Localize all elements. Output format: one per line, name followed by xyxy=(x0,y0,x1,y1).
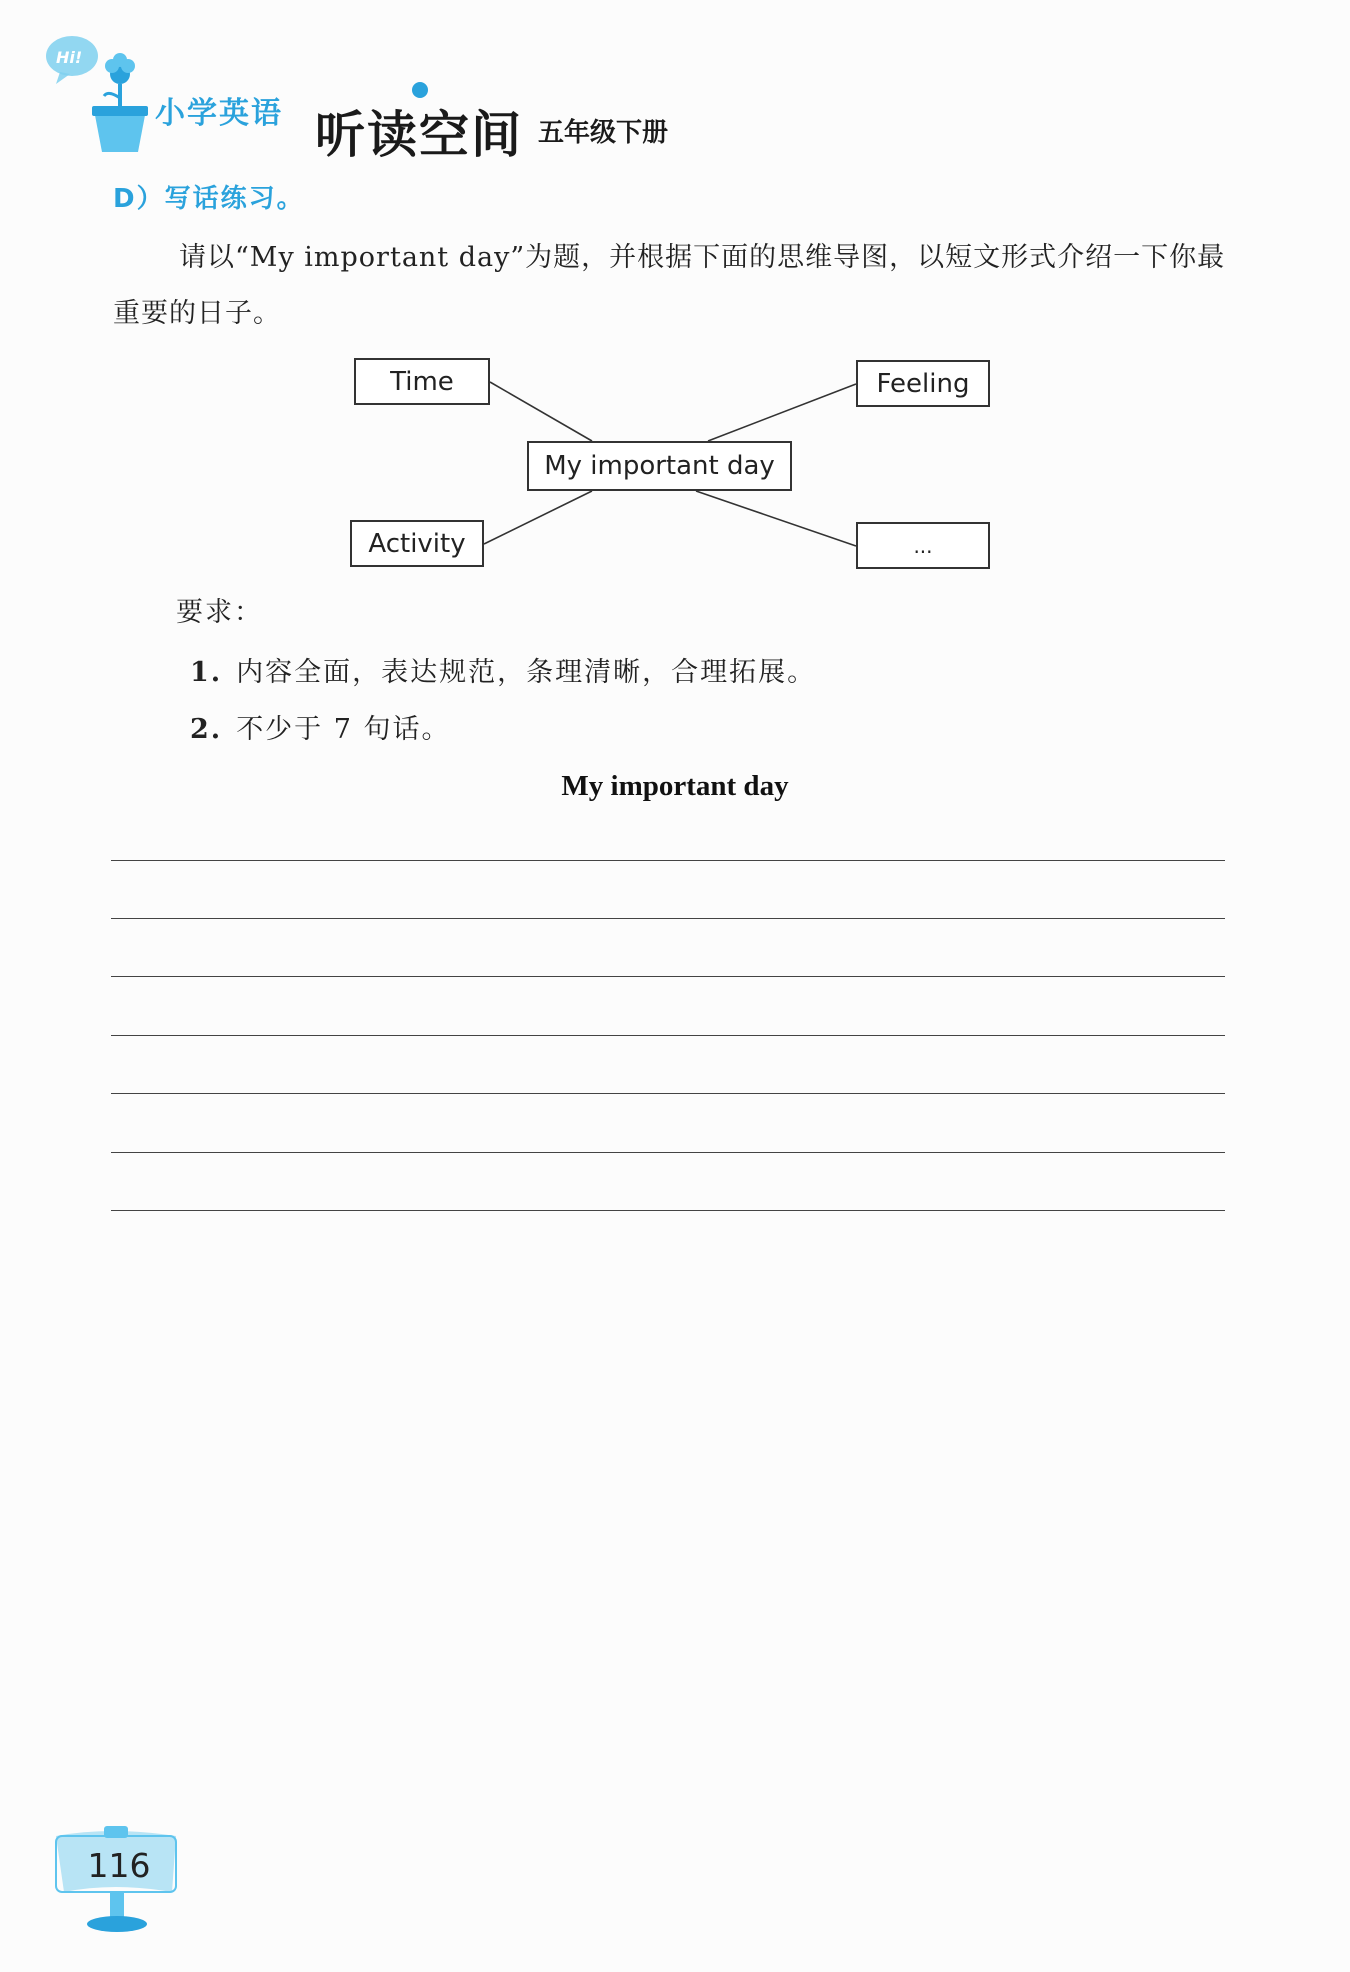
essay-title: My important day xyxy=(561,770,789,802)
writing-line[interactable] xyxy=(111,1093,1225,1094)
mindmap-node-activity: Activity xyxy=(350,520,484,567)
requirement-item xyxy=(190,650,816,689)
writing-line[interactable] xyxy=(111,976,1225,977)
page-number: 116 xyxy=(87,1846,151,1885)
requirement-number: 2. xyxy=(190,714,223,745)
brand-title: 听读空间 xyxy=(315,106,523,164)
series-title: 小学英语 xyxy=(155,96,283,131)
section-heading: D）写话练习。 xyxy=(113,184,305,214)
mindmap-node-feeling: Feeling xyxy=(856,360,990,407)
writing-line[interactable] xyxy=(111,1152,1225,1153)
connector-feeling xyxy=(708,384,856,441)
requirement-number: 1. xyxy=(190,657,223,688)
mindmap-node-center: My important day xyxy=(527,441,792,491)
logo-hi-text: Hi! xyxy=(56,48,83,67)
writing-line[interactable] xyxy=(111,1035,1225,1036)
connector-time xyxy=(490,382,592,441)
mindmap-node-time: Time xyxy=(354,358,490,405)
connector-more xyxy=(696,491,856,546)
grade-label: 五年级下册 xyxy=(538,118,669,148)
writing-line[interactable] xyxy=(111,918,1225,919)
connector-activity xyxy=(484,491,592,544)
requirement-text: 不少于 7 句话。 xyxy=(236,714,451,745)
instruction-text: 请以“My important day”为题，并根据下面的思维导图，以短文形式介绍一下你最重要的日子。 xyxy=(113,242,1226,329)
requirements-title: 要求： xyxy=(176,597,263,628)
requirement-text: 内容全面，表达规范，条理清晰，合理拓展。 xyxy=(236,657,817,688)
requirement-item xyxy=(190,707,451,746)
writing-line[interactable] xyxy=(111,860,1225,861)
flower-pot-logo-icon xyxy=(42,30,152,160)
mindmap-node-more: ... xyxy=(856,522,990,569)
writing-line[interactable] xyxy=(111,1210,1225,1211)
